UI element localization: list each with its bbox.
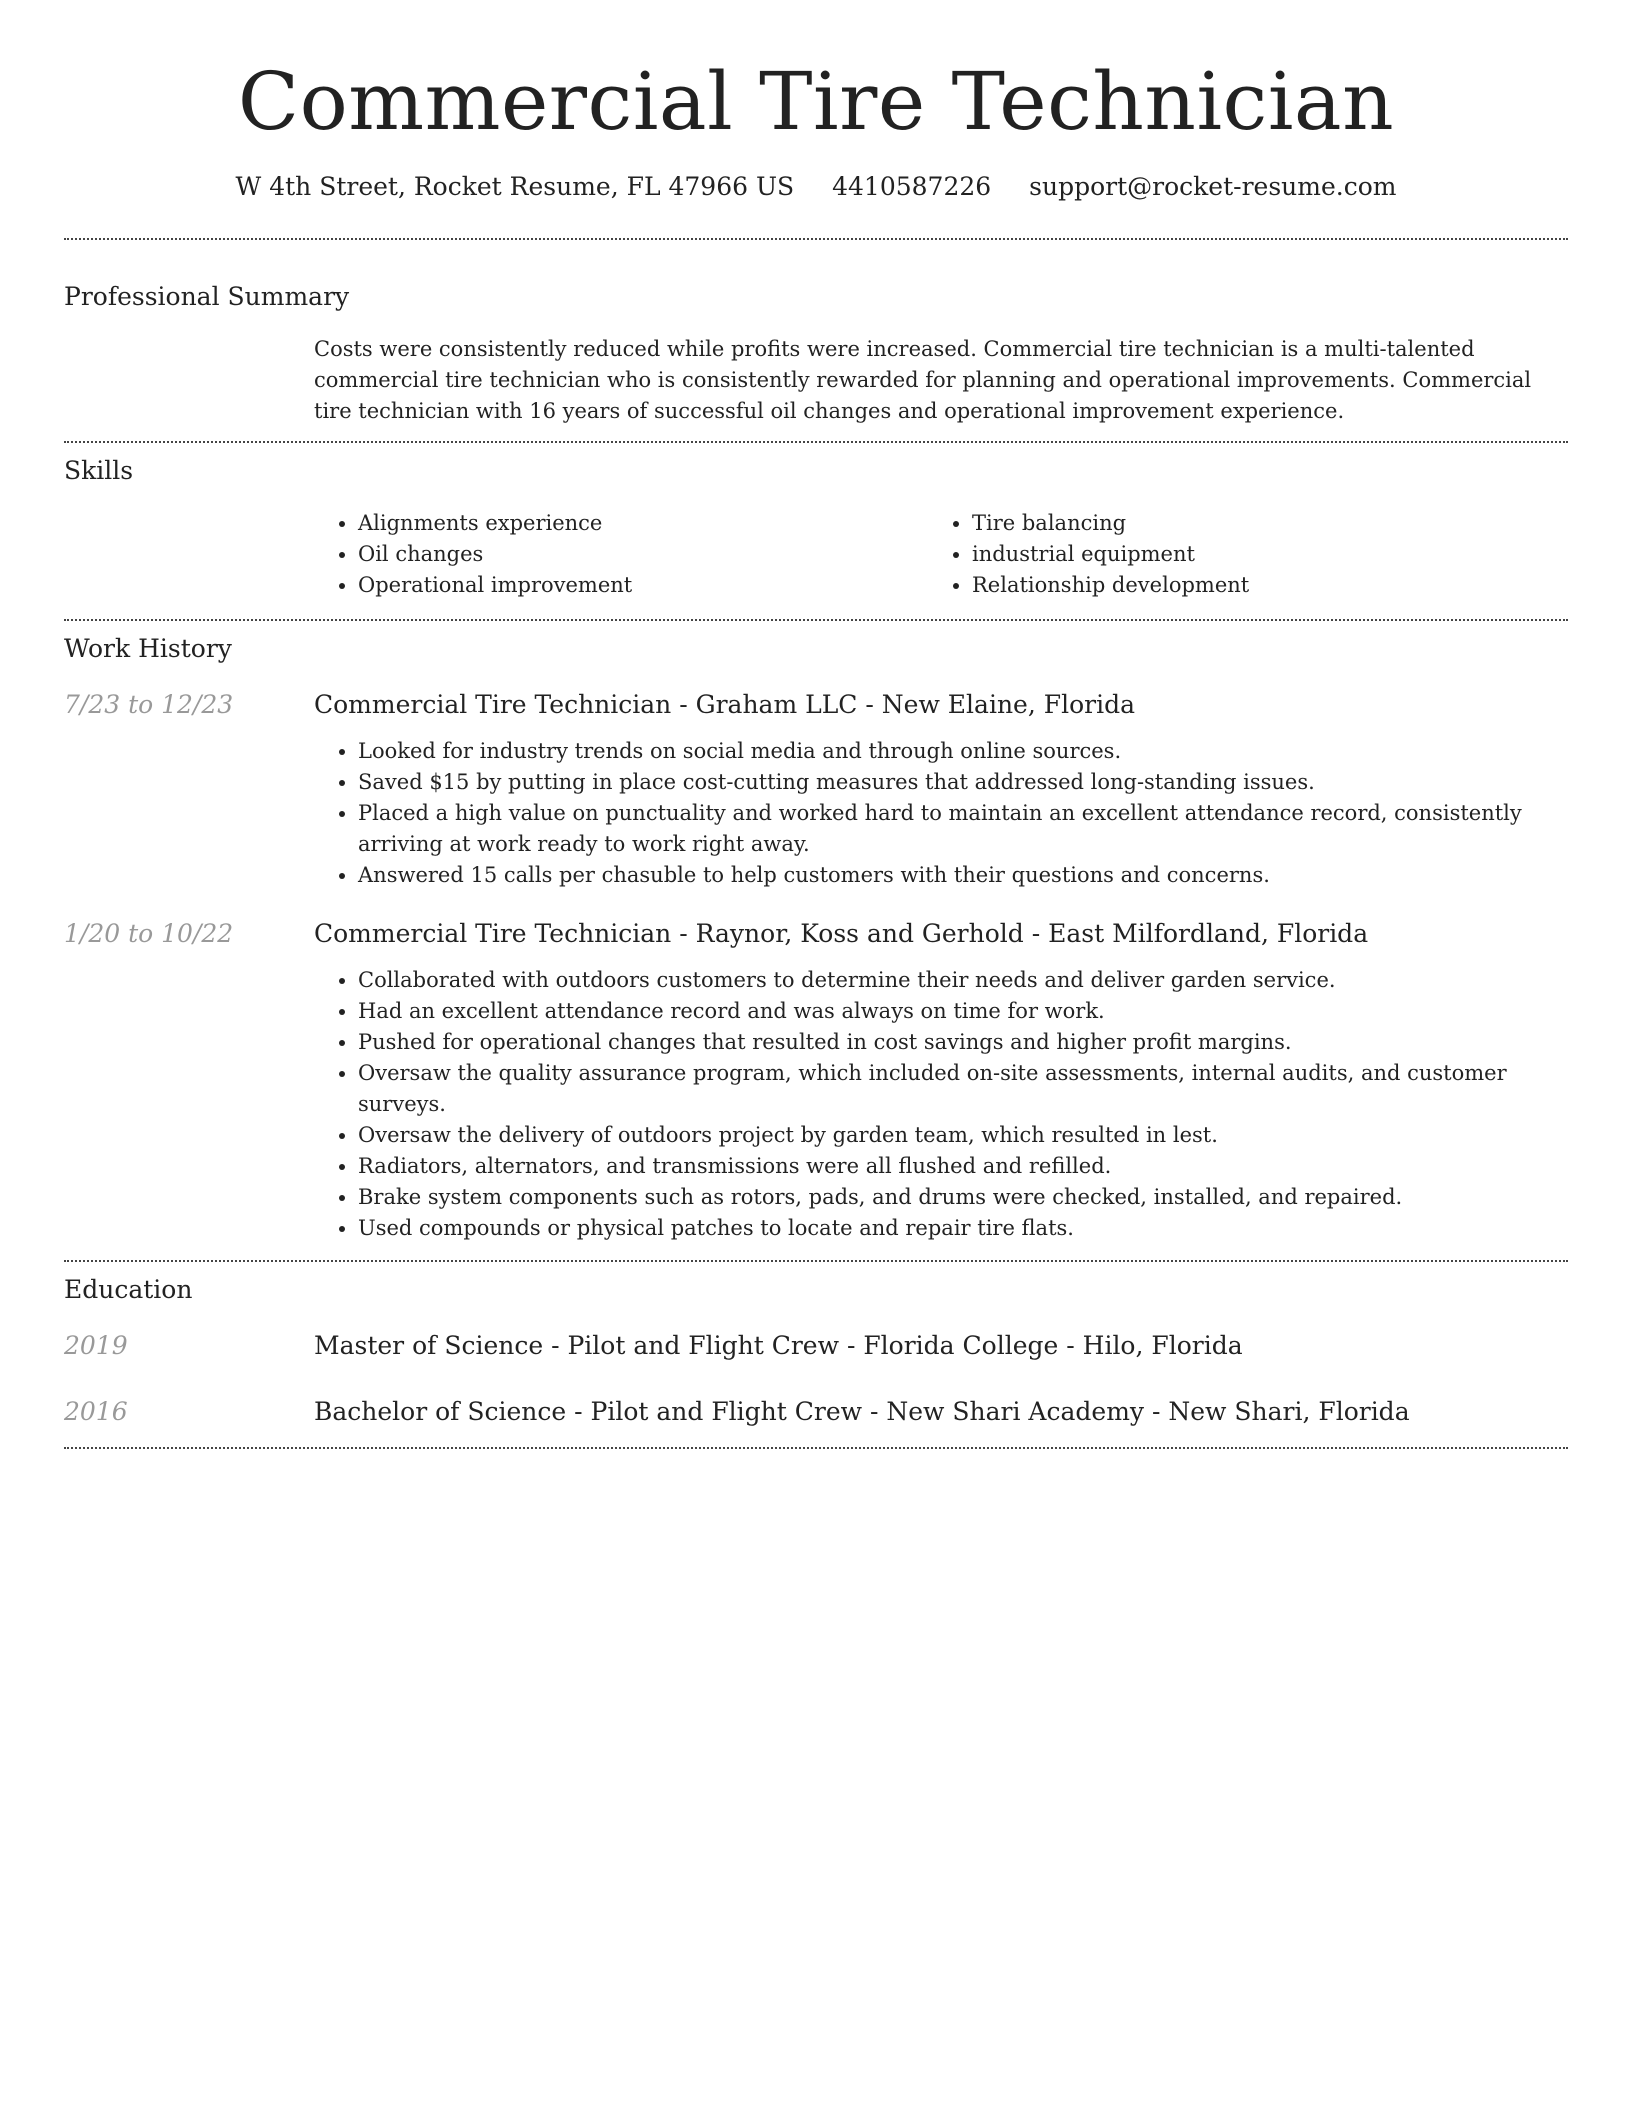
- job-dates: 7/23 to 12/23: [64, 690, 234, 719]
- job-bullet: • Radiators, alternators, and transmissions were all flushed and refilled.: [358, 1151, 1568, 1182]
- contact-address: W 4th Street, Rocket Resume, FL 47966 US: [235, 172, 795, 201]
- education-year: 2019: [64, 1331, 128, 1360]
- job-details: - Raynor, Koss and Gerhold - East Milfordland, Florida: [671, 919, 1369, 948]
- job-bullets: [314, 965, 1568, 1244]
- job-dates: 1/20 to 10/22: [64, 919, 234, 948]
- job-entry: [64, 917, 1568, 1244]
- job-bullet: • Oversaw the quality assurance program, which included on-site assessments, internal audits, and customer surveys.: [358, 1058, 1568, 1120]
- education-entry: [64, 1395, 1568, 1429]
- skill-item: • Oil changes: [358, 539, 928, 570]
- job-bullet: • Answered 15 calls per chasuble to help customers with their questions and concerns.: [358, 860, 1568, 891]
- education-degree: Bachelor of Science - Pilot and Flight Crew - New Shari Academy - New Shari, Florida: [314, 1397, 1410, 1426]
- contact-phone: 4410587226: [832, 172, 992, 201]
- contact-line: [64, 170, 1568, 204]
- skill-item: • Alignments experience: [358, 508, 928, 539]
- divider: [64, 1447, 1568, 1449]
- job-details: - Graham LLC - New Elaine, Florida: [671, 690, 1135, 719]
- job-bullet: • Oversaw the delivery of outdoors project by garden team, which resulted in lest.: [358, 1120, 1568, 1151]
- job-bullet: • Placed a high value on punctuality and worked hard to maintain an excellent attendance record, consistently arriving at work ready to work right away.: [358, 798, 1568, 860]
- job-bullet: • Had an excellent attendance record and was always on time for work.: [358, 996, 1568, 1027]
- skills-list-left: [314, 508, 928, 601]
- education-section: [64, 1273, 1568, 1429]
- summary-section: [64, 280, 1568, 427]
- divider: [64, 619, 1568, 621]
- education-degree: Master of Science - Pilot and Flight Crew - Florida College - Hilo, Florida: [314, 1331, 1243, 1360]
- work-history-section: [64, 632, 1568, 1244]
- skills-section: [64, 454, 1568, 601]
- resume-page: [64, 0, 1568, 1449]
- education-heading: Education: [64, 1275, 193, 1304]
- job-bullet: • Saved $15 by putting in place cost-cutting measures that addressed long-standing issues.: [358, 767, 1568, 798]
- job-bullets: [314, 736, 1568, 891]
- skills-heading: Skills: [64, 456, 134, 485]
- job-heading: [314, 688, 1568, 722]
- job-bullet: • Brake system components such as rotors, pads, and drums were checked, installed, and repaired.: [358, 1182, 1568, 1213]
- job-bullet: • Used compounds or physical patches to locate and repair tire flats.: [358, 1213, 1568, 1244]
- skill-item: • Operational improvement: [358, 570, 928, 601]
- education-year: 2016: [64, 1397, 128, 1426]
- divider: [64, 441, 1568, 443]
- skills-list-right: [928, 508, 1542, 601]
- summary-heading: Professional Summary: [64, 282, 350, 311]
- work-history-heading: Work History: [64, 634, 232, 663]
- job-bullet: • Pushed for operational changes that resulted in cost savings and higher profit margins.: [358, 1027, 1568, 1058]
- job-title: Commercial Tire Technician: [314, 919, 672, 948]
- skill-item: • Tire balancing: [972, 508, 1542, 539]
- candidate-name: Commercial Tire Technician: [237, 55, 1395, 148]
- contact-email: support@rocket-resume.com: [1029, 172, 1397, 201]
- education-entry: [64, 1329, 1568, 1363]
- skill-item: • industrial equipment: [972, 539, 1542, 570]
- job-heading: [314, 917, 1568, 951]
- job-entry: [64, 688, 1568, 891]
- job-title: Commercial Tire Technician: [314, 690, 672, 719]
- summary-text: Costs were consistently reduced while profits were increased. Commercial tire technician is a multi-talented commercial tire technician who is consistently rewarded for planning and operational improvements. Commercial tire technician with 16 years of successful oil changes and operational improvement experience.: [314, 337, 1532, 423]
- job-bullet: • Looked for industry trends on social media and through online sources.: [358, 736, 1568, 767]
- divider: [64, 238, 1568, 240]
- divider: [64, 1260, 1568, 1262]
- skill-item: • Relationship development: [972, 570, 1542, 601]
- job-bullet: • Collaborated with outdoors customers to determine their needs and deliver garden service.: [358, 965, 1568, 996]
